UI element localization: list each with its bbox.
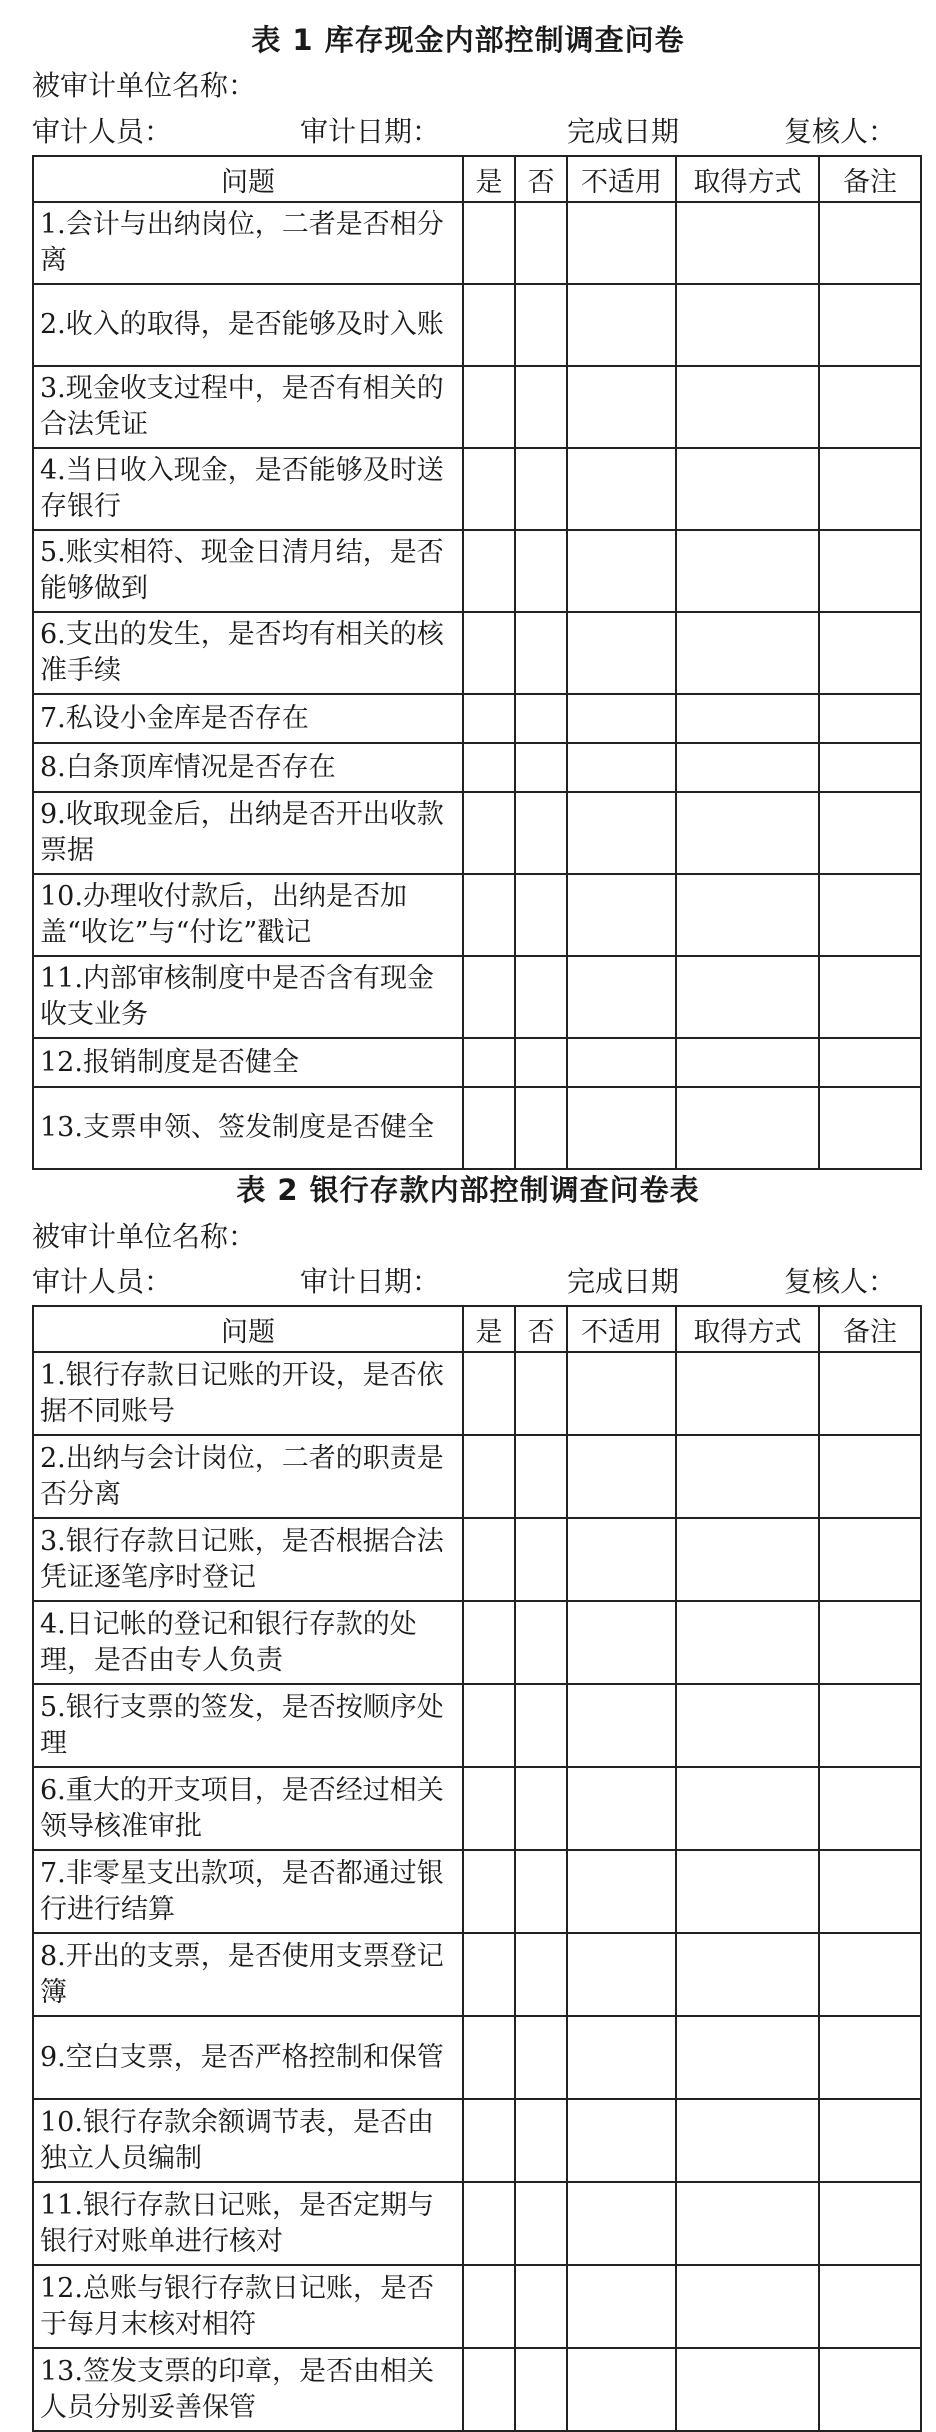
answer-no-cell[interactable]	[515, 530, 567, 612]
table-row	[33, 1435, 921, 1518]
answer-no-cell[interactable]	[515, 694, 567, 743]
question-cell: 4.日记帐的登记和银行存款的处理，是否由专人负责	[33, 1601, 463, 1684]
header-not-applicable: 不适用	[567, 156, 676, 202]
obtain-method-cell[interactable]	[676, 1601, 819, 1684]
answer-na-cell[interactable]	[567, 2348, 676, 2431]
answer-yes-cell[interactable]	[463, 694, 515, 743]
header-remarks: 备注	[819, 1306, 921, 1352]
obtain-method-cell[interactable]	[676, 956, 819, 1038]
question-cell: 11.内部审核制度中是否含有现金收支业务	[33, 956, 463, 1038]
answer-no-cell[interactable]	[515, 202, 567, 284]
table-row	[33, 2348, 921, 2431]
table1-completion-label: 完成日期	[567, 115, 680, 148]
remarks-cell[interactable]	[819, 2182, 921, 2265]
obtain-method-cell[interactable]	[676, 1518, 819, 1601]
table-row	[33, 1087, 921, 1169]
obtain-method-cell[interactable]	[676, 874, 819, 956]
remarks-cell[interactable]	[819, 1087, 921, 1169]
remarks-cell[interactable]	[819, 1850, 921, 1933]
answer-na-cell[interactable]	[567, 2265, 676, 2348]
answer-no-cell[interactable]	[515, 2182, 567, 2265]
answer-na-cell[interactable]	[567, 1684, 676, 1767]
answer-na-cell[interactable]	[567, 1601, 676, 1684]
answer-no-cell[interactable]	[515, 1850, 567, 1933]
answer-na-cell[interactable]	[567, 792, 676, 874]
answer-yes-cell[interactable]	[463, 2099, 515, 2182]
answer-na-cell[interactable]	[567, 743, 676, 792]
obtain-method-cell[interactable]	[676, 2016, 819, 2099]
remarks-cell[interactable]	[819, 2016, 921, 2099]
table-row	[33, 366, 921, 448]
answer-no-cell[interactable]	[515, 792, 567, 874]
obtain-method-cell[interactable]	[676, 284, 819, 366]
table-row	[33, 530, 921, 612]
table-row	[33, 1038, 921, 1087]
question-cell: 3.银行存款日记账，是否根据合法凭证逐笔序时登记	[33, 1518, 463, 1601]
header-no: 否	[515, 156, 567, 202]
question-cell: 12.报销制度是否健全	[33, 1038, 463, 1087]
table1-header-row	[33, 156, 921, 202]
question-cell: 4.当日收入现金，是否能够及时送存银行	[33, 448, 463, 530]
remarks-cell[interactable]	[819, 694, 921, 743]
answer-yes-cell[interactable]	[463, 1767, 515, 1850]
answer-yes-cell[interactable]	[463, 2348, 515, 2431]
answer-yes-cell[interactable]	[463, 284, 515, 366]
table2-body	[33, 1352, 921, 2431]
question-cell: 10.办理收付款后，出纳是否加盖“收讫”与“付讫”戳记	[33, 874, 463, 956]
obtain-method-cell[interactable]	[676, 612, 819, 694]
answer-na-cell[interactable]	[567, 1352, 676, 1435]
answer-na-cell[interactable]	[567, 612, 676, 694]
answer-yes-cell[interactable]	[463, 612, 515, 694]
remarks-cell[interactable]	[819, 1767, 921, 1850]
answer-yes-cell[interactable]	[463, 874, 515, 956]
answer-no-cell[interactable]	[515, 448, 567, 530]
answer-na-cell[interactable]	[567, 530, 676, 612]
table1-auditor-label: 审计人员：	[32, 115, 173, 148]
table-row	[33, 1933, 921, 2016]
question-cell: 9.收取现金后，出纳是否开出收款票据	[33, 792, 463, 874]
answer-no-cell[interactable]	[515, 2099, 567, 2182]
table-row	[33, 202, 921, 284]
answer-no-cell[interactable]	[515, 956, 567, 1038]
answer-no-cell[interactable]	[515, 1518, 567, 1601]
table-row	[33, 612, 921, 694]
answer-yes-cell[interactable]	[463, 956, 515, 1038]
obtain-method-cell[interactable]	[676, 530, 819, 612]
answer-yes-cell[interactable]	[463, 1087, 515, 1169]
remarks-cell[interactable]	[819, 2348, 921, 2431]
answer-no-cell[interactable]	[515, 1038, 567, 1087]
answer-no-cell[interactable]	[515, 874, 567, 956]
question-cell: 2.收入的取得，是否能够及时入账	[33, 284, 463, 366]
answer-yes-cell[interactable]	[463, 792, 515, 874]
table1-meta-line	[0, 110, 936, 146]
answer-na-cell[interactable]	[567, 2182, 676, 2265]
obtain-method-cell[interactable]	[676, 366, 819, 448]
table-row	[33, 2016, 921, 2099]
remarks-cell[interactable]	[819, 2265, 921, 2348]
table1-unit-label: 被审计单位名称：	[32, 69, 257, 102]
remarks-cell[interactable]	[819, 1601, 921, 1684]
remarks-cell[interactable]	[819, 612, 921, 694]
answer-no-cell[interactable]	[515, 2348, 567, 2431]
answer-no-cell[interactable]	[515, 1933, 567, 2016]
answer-na-cell[interactable]	[567, 874, 676, 956]
answer-yes-cell[interactable]	[463, 2182, 515, 2265]
question-cell: 12.总账与银行存款日记账，是否于每月末核对相符	[33, 2265, 463, 2348]
obtain-method-cell[interactable]	[676, 1352, 819, 1435]
obtain-method-cell[interactable]	[676, 792, 819, 874]
answer-no-cell[interactable]	[515, 284, 567, 366]
obtain-method-cell[interactable]	[676, 1933, 819, 2016]
answer-na-cell[interactable]	[567, 2099, 676, 2182]
table-row	[33, 1601, 921, 1684]
answer-no-cell[interactable]	[515, 366, 567, 448]
remarks-cell[interactable]	[819, 2099, 921, 2182]
answer-na-cell[interactable]	[567, 694, 676, 743]
answer-yes-cell[interactable]	[463, 1352, 515, 1435]
header-question: 问题	[33, 1306, 463, 1352]
table-row	[33, 792, 921, 874]
remarks-cell[interactable]	[819, 448, 921, 530]
question-cell: 7.私设小金库是否存在	[33, 694, 463, 743]
answer-yes-cell[interactable]	[463, 2016, 515, 2099]
obtain-method-cell[interactable]	[676, 1038, 819, 1087]
table-row	[33, 448, 921, 530]
answer-yes-cell[interactable]	[463, 1518, 515, 1601]
table-row	[33, 694, 921, 743]
table2-header-row	[33, 1306, 921, 1352]
table-row	[33, 1352, 921, 1435]
answer-na-cell[interactable]	[567, 1435, 676, 1518]
obtain-method-cell[interactable]	[676, 1435, 819, 1518]
table-row	[33, 284, 921, 366]
answer-no-cell[interactable]	[515, 2265, 567, 2348]
header-obtain-method: 取得方式	[676, 156, 819, 202]
header-obtain-method: 取得方式	[676, 1306, 819, 1352]
answer-no-cell[interactable]	[515, 2016, 567, 2099]
answer-yes-cell[interactable]	[463, 448, 515, 530]
table-row	[33, 2182, 921, 2265]
table1-body	[33, 202, 921, 1169]
remarks-cell[interactable]	[819, 1038, 921, 1087]
answer-na-cell[interactable]	[567, 956, 676, 1038]
table-row	[33, 1850, 921, 1933]
header-remarks: 备注	[819, 156, 921, 202]
question-cell: 13.支票申领、签发制度是否健全	[33, 1087, 463, 1169]
remarks-cell[interactable]	[819, 956, 921, 1038]
table-row	[33, 743, 921, 792]
remarks-cell[interactable]	[819, 874, 921, 956]
question-cell: 6.重大的开支项目，是否经过相关领导核准审批	[33, 1767, 463, 1850]
answer-na-cell[interactable]	[567, 1038, 676, 1087]
answer-no-cell[interactable]	[515, 1435, 567, 1518]
header-yes: 是	[463, 1306, 515, 1352]
obtain-method-cell[interactable]	[676, 202, 819, 284]
answer-na-cell[interactable]	[567, 1767, 676, 1850]
obtain-method-cell[interactable]	[676, 2182, 819, 2265]
table-row	[33, 956, 921, 1038]
remarks-cell[interactable]	[819, 366, 921, 448]
answer-na-cell[interactable]	[567, 366, 676, 448]
table2-reviewer-label: 复核人：	[784, 1265, 897, 1298]
obtain-method-cell[interactable]	[676, 1850, 819, 1933]
answer-na-cell[interactable]	[567, 2016, 676, 2099]
remarks-cell[interactable]	[819, 1933, 921, 2016]
table-row	[33, 1767, 921, 1850]
obtain-method-cell[interactable]	[676, 448, 819, 530]
header-not-applicable: 不适用	[567, 1306, 676, 1352]
answer-yes-cell[interactable]	[463, 202, 515, 284]
question-cell: 1.会计与出纳岗位，二者是否相分离	[33, 202, 463, 284]
table1-title: 表 1 库存现金内部控制调查问卷	[251, 23, 685, 57]
answer-yes-cell[interactable]	[463, 1601, 515, 1684]
table1-audit-date-label: 审计日期：	[300, 115, 441, 148]
answer-no-cell[interactable]	[515, 612, 567, 694]
remarks-cell[interactable]	[819, 1684, 921, 1767]
table-row	[33, 1684, 921, 1767]
table1-reviewer-label: 复核人：	[784, 115, 897, 148]
question-cell: 5.账实相符、现金日清月结，是否能够做到	[33, 530, 463, 612]
table2-audit-date-label: 审计日期：	[300, 1265, 441, 1298]
obtain-method-cell[interactable]	[676, 1087, 819, 1169]
question-cell: 8.白条顶库情况是否存在	[33, 743, 463, 792]
table2-unit-label: 被审计单位名称：	[32, 1220, 257, 1253]
remarks-cell[interactable]	[819, 284, 921, 366]
table-row	[33, 2099, 921, 2182]
answer-yes-cell[interactable]	[463, 743, 515, 792]
table2-questionnaire	[32, 1305, 922, 2432]
table2-completion-label: 完成日期	[567, 1265, 680, 1298]
answer-na-cell[interactable]	[567, 284, 676, 366]
remarks-cell[interactable]	[819, 530, 921, 612]
table2-auditor-label: 审计人员：	[32, 1265, 173, 1298]
header-question: 问题	[33, 156, 463, 202]
answer-na-cell[interactable]	[567, 1850, 676, 1933]
obtain-method-cell[interactable]	[676, 743, 819, 792]
answer-yes-cell[interactable]	[463, 366, 515, 448]
question-cell: 1.银行存款日记账的开设，是否依据不同账号	[33, 1352, 463, 1435]
obtain-method-cell[interactable]	[676, 2099, 819, 2182]
question-cell: 3.现金收支过程中，是否有相关的合法凭证	[33, 366, 463, 448]
answer-yes-cell[interactable]	[463, 1933, 515, 2016]
obtain-method-cell[interactable]	[676, 2265, 819, 2348]
answer-na-cell[interactable]	[567, 1087, 676, 1169]
answer-yes-cell[interactable]	[463, 1435, 515, 1518]
table1-questionnaire	[32, 155, 922, 1170]
question-cell: 9.空白支票，是否严格控制和保管	[33, 2016, 463, 2099]
answer-no-cell[interactable]	[515, 1684, 567, 1767]
answer-no-cell[interactable]	[515, 1601, 567, 1684]
table2-meta-line	[0, 1260, 936, 1296]
obtain-method-cell[interactable]	[676, 2348, 819, 2431]
question-cell: 11.银行存款日记账，是否定期与银行对账单进行核对	[33, 2182, 463, 2265]
answer-yes-cell[interactable]	[463, 1684, 515, 1767]
header-no: 否	[515, 1306, 567, 1352]
table-row	[33, 2265, 921, 2348]
table2-title: 表 2 银行存款内部控制调查问卷表	[236, 1173, 700, 1207]
answer-na-cell[interactable]	[567, 1518, 676, 1601]
remarks-cell[interactable]	[819, 743, 921, 792]
header-yes: 是	[463, 156, 515, 202]
obtain-method-cell[interactable]	[676, 1684, 819, 1767]
answer-no-cell[interactable]	[515, 743, 567, 792]
answer-yes-cell[interactable]	[463, 2265, 515, 2348]
answer-yes-cell[interactable]	[463, 1850, 515, 1933]
table-row	[33, 1518, 921, 1601]
remarks-cell[interactable]	[819, 1518, 921, 1601]
question-cell: 2.出纳与会计岗位，二者的职责是否分离	[33, 1435, 463, 1518]
answer-no-cell[interactable]	[515, 1087, 567, 1169]
obtain-method-cell[interactable]	[676, 1767, 819, 1850]
question-cell: 8.开出的支票，是否使用支票登记簿	[33, 1933, 463, 2016]
answer-na-cell[interactable]	[567, 1933, 676, 2016]
question-cell: 6.支出的发生，是否均有相关的核准手续	[33, 612, 463, 694]
obtain-method-cell[interactable]	[676, 694, 819, 743]
question-cell: 5.银行支票的签发，是否按顺序处理	[33, 1684, 463, 1767]
answer-no-cell[interactable]	[515, 1352, 567, 1435]
remarks-cell[interactable]	[819, 792, 921, 874]
answer-yes-cell[interactable]	[463, 530, 515, 612]
question-cell: 7.非零星支出款项，是否都通过银行进行结算	[33, 1850, 463, 1933]
remarks-cell[interactable]	[819, 202, 921, 284]
question-cell: 10.银行存款余额调节表，是否由独立人员编制	[33, 2099, 463, 2182]
remarks-cell[interactable]	[819, 1435, 921, 1518]
answer-na-cell[interactable]	[567, 202, 676, 284]
answer-no-cell[interactable]	[515, 1767, 567, 1850]
answer-yes-cell[interactable]	[463, 1038, 515, 1087]
remarks-cell[interactable]	[819, 1352, 921, 1435]
answer-na-cell[interactable]	[567, 448, 676, 530]
table-row	[33, 874, 921, 956]
question-cell: 13.签发支票的印章，是否由相关人员分别妥善保管	[33, 2348, 463, 2431]
